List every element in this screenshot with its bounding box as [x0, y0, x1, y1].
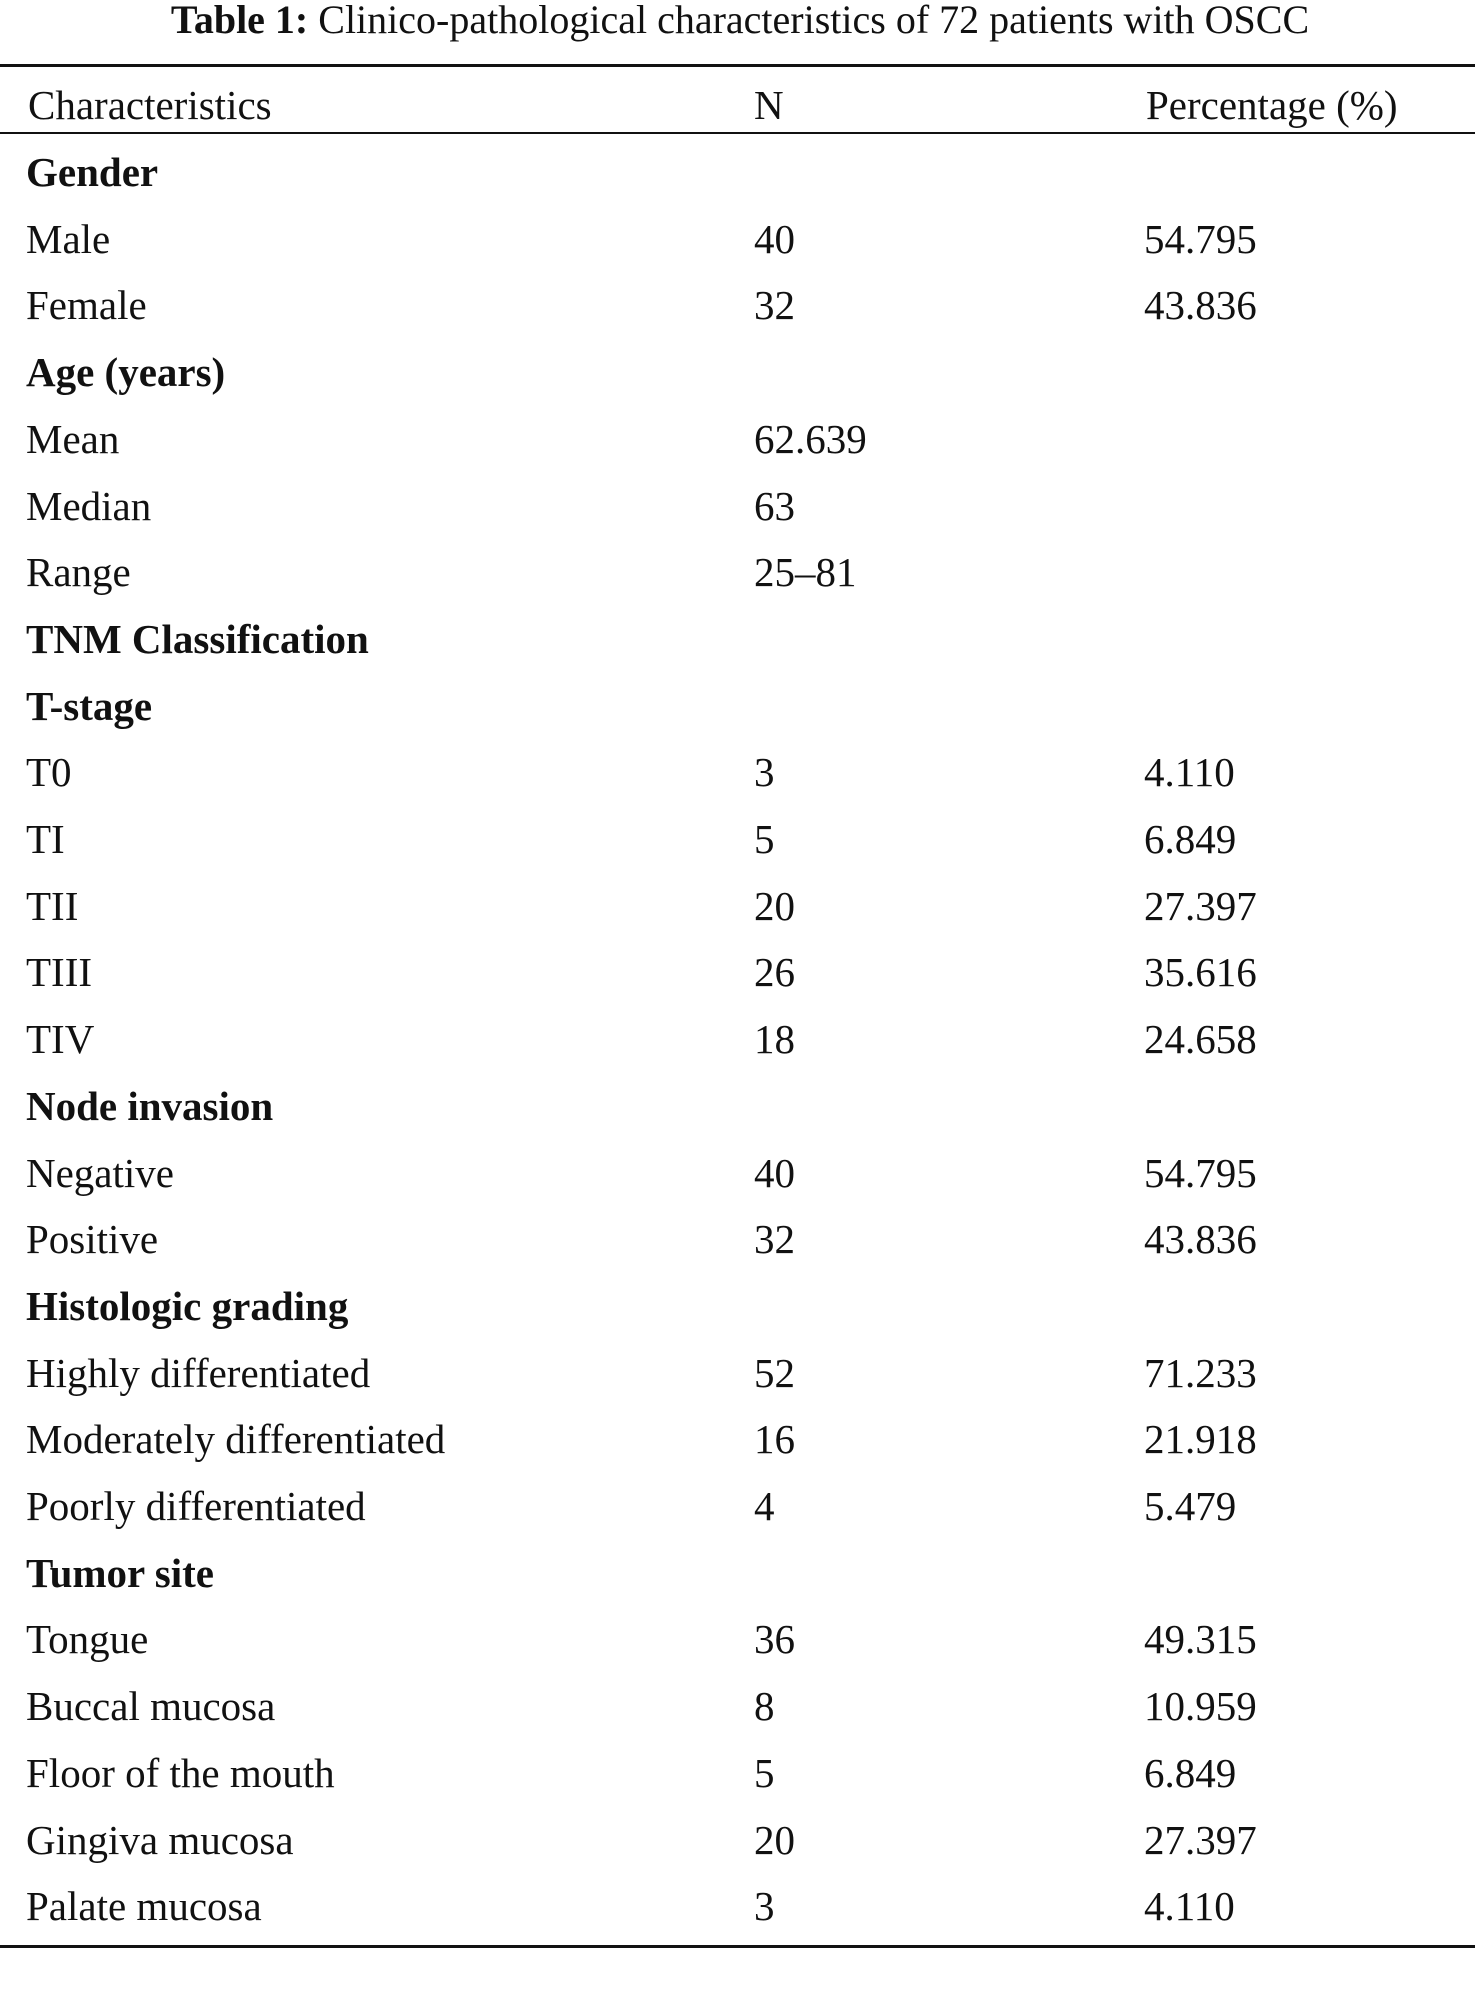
row-n-value: 62.639	[754, 416, 867, 462]
row-n-value: 20	[754, 1817, 795, 1863]
table-row	[0, 539, 1480, 605]
row-n-value: 8	[754, 1683, 775, 1729]
row-percentage-value: 71.233	[1144, 1350, 1257, 1396]
row-n-value: 25–81	[754, 549, 857, 595]
table-row	[0, 1340, 1480, 1406]
section-header-row	[0, 606, 1480, 672]
table-bottom-rule	[0, 1945, 1475, 1948]
row-percentage-value: 6.849	[1144, 816, 1237, 862]
table-row	[0, 739, 1480, 805]
section-label: Node invasion	[26, 1083, 274, 1129]
row-label: Male	[26, 216, 111, 262]
row-n-value: 16	[754, 1416, 795, 1462]
column-header-n: N	[754, 82, 784, 128]
table-caption	[0, 0, 1480, 50]
row-n-value: 36	[754, 1616, 795, 1662]
row-percentage-value: 5.479	[1144, 1483, 1237, 1529]
row-n-value: 3	[754, 749, 775, 795]
section-label: Age (years)	[26, 349, 226, 395]
row-label: TIV	[26, 1016, 95, 1062]
row-label: Gingiva mucosa	[26, 1817, 294, 1863]
row-n-value: 5	[754, 816, 775, 862]
row-label: Palate mucosa	[26, 1883, 262, 1929]
row-label: Median	[26, 483, 152, 529]
row-label: TI	[26, 816, 65, 862]
row-n-value: 63	[754, 483, 795, 529]
row-label: Floor of the mouth	[26, 1750, 335, 1796]
row-percentage-value: 4.110	[1144, 749, 1235, 795]
row-label: Highly differentiated	[26, 1350, 371, 1396]
row-n-value: 5	[754, 1750, 775, 1796]
section-label: T-stage	[26, 683, 153, 729]
row-n-value: 18	[754, 1016, 795, 1062]
section-label: TNM Classification	[26, 616, 369, 662]
table-caption-text: Clinico-pathological characteristics of 72 patients with OSCC	[318, 0, 1310, 42]
row-label: Mean	[26, 416, 120, 462]
row-n-value: 52	[754, 1350, 795, 1396]
section-header-row	[0, 139, 1480, 205]
table-row	[0, 1006, 1480, 1072]
table-row	[0, 1406, 1480, 1472]
table-row	[0, 1473, 1480, 1539]
table-caption-label: Table 1:	[170, 0, 309, 42]
row-label: T0	[26, 749, 72, 795]
table-row	[0, 473, 1480, 539]
row-percentage-value: 27.397	[1144, 883, 1257, 929]
row-label: Moderately differentiated	[26, 1416, 446, 1462]
row-percentage-value: 35.616	[1144, 949, 1257, 995]
table-row	[0, 873, 1480, 939]
row-n-value: 32	[754, 1216, 795, 1262]
row-label: Poorly differentiated	[26, 1483, 366, 1529]
table-row	[0, 1873, 1480, 1939]
row-percentage-value: 49.315	[1144, 1616, 1257, 1662]
row-percentage-value: 27.397	[1144, 1817, 1257, 1863]
row-n-value: 40	[754, 1150, 795, 1196]
row-percentage-value: 6.849	[1144, 1750, 1237, 1796]
table-row	[0, 1606, 1480, 1672]
row-n-value: 26	[754, 949, 795, 995]
row-percentage-value: 21.918	[1144, 1416, 1257, 1462]
table-row	[0, 939, 1480, 1005]
row-label: Tongue	[26, 1616, 149, 1662]
row-label: Female	[26, 282, 147, 328]
section-label: Histologic grading	[26, 1283, 349, 1329]
table-row	[0, 1673, 1480, 1739]
row-label: Buccal mucosa	[26, 1683, 276, 1729]
row-percentage-value: 24.658	[1144, 1016, 1257, 1062]
section-header-row	[0, 339, 1480, 405]
row-percentage-value: 43.836	[1144, 1216, 1257, 1262]
table-header-row	[0, 72, 1480, 138]
section-header-row	[0, 673, 1480, 739]
row-percentage-value: 43.836	[1144, 282, 1257, 328]
section-header-row	[0, 1540, 1480, 1606]
table-row	[0, 272, 1480, 338]
table-row	[0, 1740, 1480, 1806]
row-n-value: 40	[754, 216, 795, 262]
column-header-characteristics: Characteristics	[28, 82, 272, 128]
row-percentage-value: 54.795	[1144, 1150, 1257, 1196]
row-n-value: 20	[754, 883, 795, 929]
table-row	[0, 406, 1480, 472]
section-header-row	[0, 1073, 1480, 1139]
row-label: TIII	[26, 949, 93, 995]
row-percentage-value: 10.959	[1144, 1683, 1257, 1729]
table-row	[0, 1206, 1480, 1272]
table-row	[0, 1807, 1480, 1873]
table-row	[0, 206, 1480, 272]
row-n-value: 3	[754, 1883, 775, 1929]
row-label: TII	[26, 883, 79, 929]
section-header-row	[0, 1273, 1480, 1339]
row-percentage-value: 4.110	[1144, 1883, 1235, 1929]
row-n-value: 32	[754, 282, 795, 328]
section-label: Tumor site	[26, 1550, 214, 1596]
section-label: Gender	[26, 149, 159, 195]
row-label: Negative	[26, 1150, 174, 1196]
row-label: Range	[26, 549, 131, 595]
row-percentage-value: 54.795	[1144, 216, 1257, 262]
table-row	[0, 1140, 1480, 1206]
column-header-percentage: Percentage (%)	[1146, 82, 1398, 128]
table-row	[0, 806, 1480, 872]
table-top-rule	[0, 64, 1475, 67]
row-label: Positive	[26, 1216, 159, 1262]
row-n-value: 4	[754, 1483, 775, 1529]
